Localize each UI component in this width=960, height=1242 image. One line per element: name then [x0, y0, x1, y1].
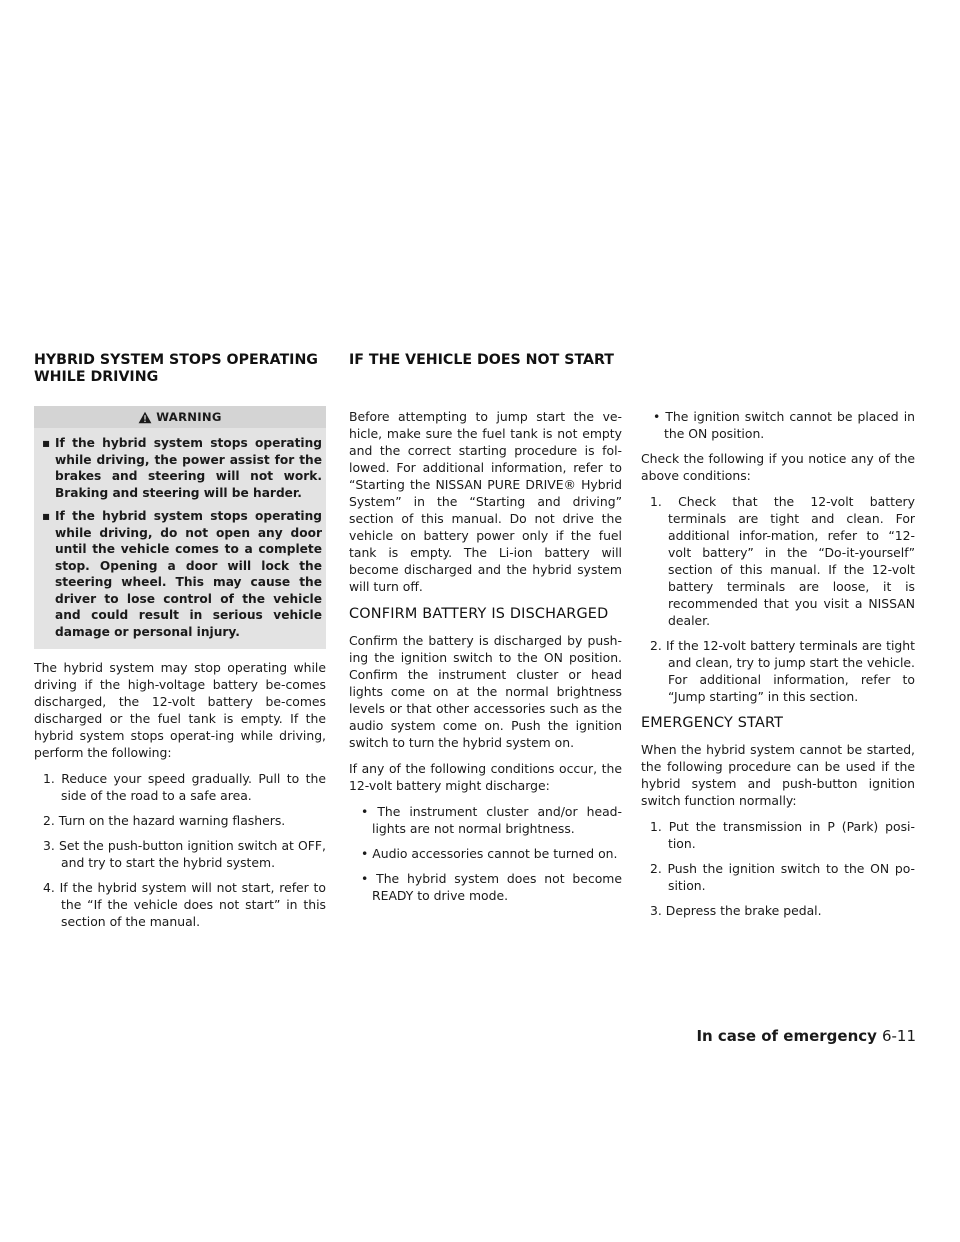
list-item: • The hybrid system does not become READY to drive mode. — [361, 871, 622, 903]
intro-paragraph: Before attempting to jump start the ve-hicle, make sure the fuel tank is not empty and the correct starting procedure is fol-lowed. For additional information, refer to “Starting the NISSAN PURE DRIVE® Hybrid System” in the “Starting and driving” section of this manual. Do not drive the vehicle on battery power only if the fuel tank is empty. The Li-ion battery will become discharged and the hybrid system will turn off. — [349, 409, 622, 594]
subsection-heading: EMERGENCY START — [641, 715, 784, 731]
list-item: 1. Check that the 12-volt battery terminals are tight and clean. For additional infor-mation, refer to “12-volt battery” in the “Do-it-yourself” section of this manual. If the 12-volt battery terminals are loose, it is recommended that you visit a NISSAN dealer. — [650, 494, 915, 628]
column-3 — [641, 408, 915, 927]
section-heading-vehicle-not-start: IF THE VEHICLE DOES NOT START — [349, 352, 614, 368]
paragraph: If any of the following conditions occur, the 12-volt battery might discharge: — [349, 761, 622, 793]
list-item: 3. Depress the brake pedal. — [650, 903, 822, 918]
warning-item: ▪ If the hybrid system stops operating while driving, do not open any door until the vehicle comes to a complete stop. Opening a door will lock the steering wheel. This may cause the driver to lose control of the vehicle and could result in serious vehicle damage or personal injury. — [42, 509, 322, 639]
intro-paragraph: The hybrid system may stop operating while driving if the high-voltage battery be-comes discharged, the 12-volt battery be-comes discharged or the fuel tank is empty. If the hybrid system stops operat-ing while driving, perform the following: — [34, 660, 326, 760]
list-item: 2. If the 12-volt battery terminals are tight and clean, try to jump start the vehicle. For additional information, refer to “Jump starting” in this section. — [650, 638, 915, 704]
column-1 — [34, 406, 326, 938]
section-heading-hybrid-stops: HYBRID SYSTEM STOPS OPERATING WHILE DRIVING — [34, 352, 318, 385]
page-footer — [696, 1027, 916, 1045]
list-item: 4. If the hybrid system will not start, refer to the “If the vehicle does not start” in this section of the manual. — [43, 880, 326, 929]
paragraph: When the hybrid system cannot be started, the following procedure can be used if the hybrid system and push-button ignition switch function normally: — [641, 742, 915, 808]
page-number: 6-11 — [881, 1027, 916, 1045]
list-item: 1. Reduce your speed gradually. Pull to the side of the road to a safe area. — [43, 771, 326, 803]
paragraph: Confirm the battery is discharged by push-ing the ignition switch to the ON position. Confirm the instrument cluster or head lights come on at the normal brightness levels or that other accessories such as the audio system come on. Push the ignition switch to turn the hybrid system on. — [349, 633, 622, 750]
list-item: • The ignition switch cannot be placed in the ON position. — [653, 409, 915, 441]
warning-item: ▪ If the hybrid system stops operating while driving, the power assist for the brakes and steering will not work. Braking and steering will be harder. — [42, 436, 322, 500]
list-item: • Audio accessories cannot be turned on. — [361, 846, 618, 861]
warning-box — [34, 406, 326, 649]
column-2 — [349, 408, 622, 912]
warning-title: WARNING — [156, 409, 222, 424]
list-item: 2. Turn on the hazard warning flashers. — [43, 813, 286, 828]
list-item: 2. Push the ignition switch to the ON po-sition. — [650, 861, 915, 893]
warning-title-bar — [34, 406, 326, 428]
warning-triangle-icon — [138, 411, 152, 424]
footer-section-title: In case of emergency — [696, 1027, 877, 1045]
list-item: 1. Put the transmission in P (Park) posi-tion. — [650, 819, 915, 851]
paragraph: Check the following if you notice any of the above conditions: — [641, 451, 915, 483]
list-item: 3. Set the push-button ignition switch at OFF, and try to start the hybrid system. — [43, 838, 326, 870]
list-item: • The instrument cluster and/or head-lights are not normal brightness. — [361, 804, 623, 836]
subsection-heading: CONFIRM BATTERY IS DISCHARGED — [349, 606, 609, 622]
